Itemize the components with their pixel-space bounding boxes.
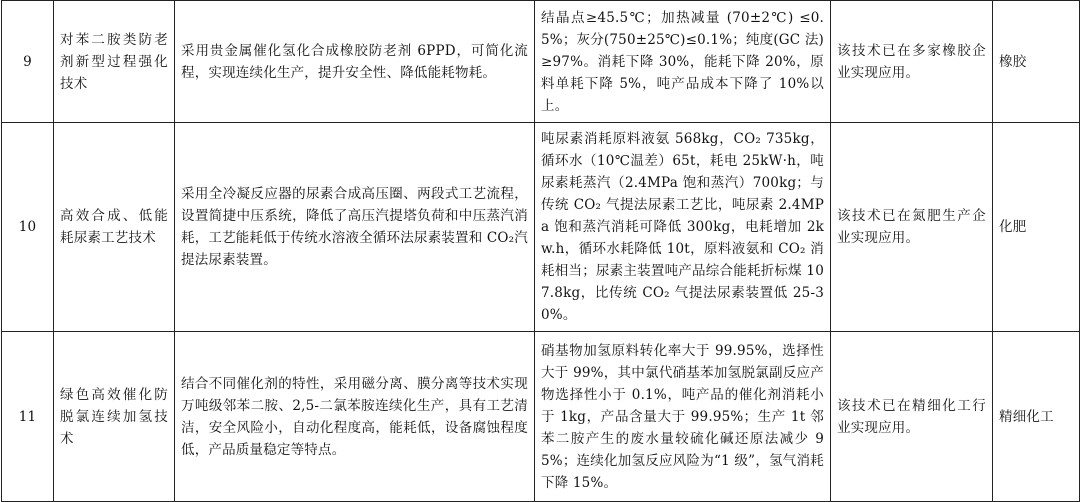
technology-content: 采用全冷凝反应器的尿素合成高压圈、两段式工艺流程，设置简捷中压系统，降低了高压汽提塔负荷和中压蒸汽消耗，工艺能耗低于传统水溶液全循环法尿素装置和 CO₂汽提法尿素装置。 [175, 123, 535, 332]
technology-name: 对苯二胺类防老剂新型过程强化技术 [54, 1, 175, 123]
row-number: 9 [2, 1, 54, 123]
table-row [2, 332, 1080, 502]
industry: 化肥 [993, 123, 1080, 332]
technology-table [1, 0, 1080, 502]
technical-indicators: 吨尿素消耗原料液氨 568kg，CO₂ 735kg，循环水（10℃温差）65t，耗电 25kW·h，吨尿素耗蒸汽（2.4MPa 饱和蒸汽）700kg；与传统 CO₂ 气提法尿素工艺比，吨尿素 2.4MPa 饱和蒸汽消耗可降低 300kg，电耗增加 2kw.h，循环水耗降低 10t，原料液氨和 CO₂ 消耗相当；尿素主装置吨产品综合能耗折标煤 107.8kg，比传统 CO₂ 气提法尿素装置低 25-30%。 [535, 123, 831, 332]
technology-name: 高效合成、低能耗尿素工艺技术 [54, 123, 175, 332]
technology-name: 绿色高效催化防脱氯连续加氢技术 [54, 332, 175, 502]
table-row [2, 1, 1080, 123]
technical-indicators: 硝基物加氢原料转化率大于 99.95%，选择性大于 99%，其中氯代硝基苯加氢脱氯副反应产物选择性小于 0.1%，吨产品的催化剂消耗小于 1kg，产品含量大于 99.95%；生产 1t 邻苯二胺产生的废水量较硫化碱还原法减少 95%；连续化加氢反应风险为“1 级”，氢气消耗下降 15%。 [535, 332, 831, 502]
technology-content: 采用贵金属催化氢化合成橡胶防老剂 6PPD，可简化流程，实现连续化生产，提升安全性、降低能耗物耗。 [175, 1, 535, 123]
row-number: 10 [2, 123, 54, 332]
technical-indicators: 结晶点≥45.5℃；加热减量 (70±2℃) ≤0.5%；灰分(750±25℃)≤0.1%；纯度(GC 法) ≥97%。消耗下降 30%，能耗下降 20%，原料单耗下降 5%，吨产品成本下降了 10%以上。 [535, 1, 831, 123]
industry: 橡胶 [993, 1, 1080, 123]
row-number: 11 [2, 332, 54, 502]
table-row [2, 123, 1080, 332]
application-status: 该技术已在氮肥生产企业实现应用。 [831, 123, 993, 332]
industry: 精细化工 [993, 332, 1080, 502]
technology-content: 结合不同催化剂的特性，采用磁分离、膜分离等技术实现万吨级邻苯二胺、2,5-二氯苯胺连续化生产，具有工艺清洁，安全风险小，自动化程度高，能耗低，设备腐蚀程度低，产品质量稳定等特点。 [175, 332, 535, 502]
application-status: 该技术已在多家橡胶企业实现应用。 [831, 1, 993, 123]
application-status: 该技术已在精细化工行业实现应用。 [831, 332, 993, 502]
